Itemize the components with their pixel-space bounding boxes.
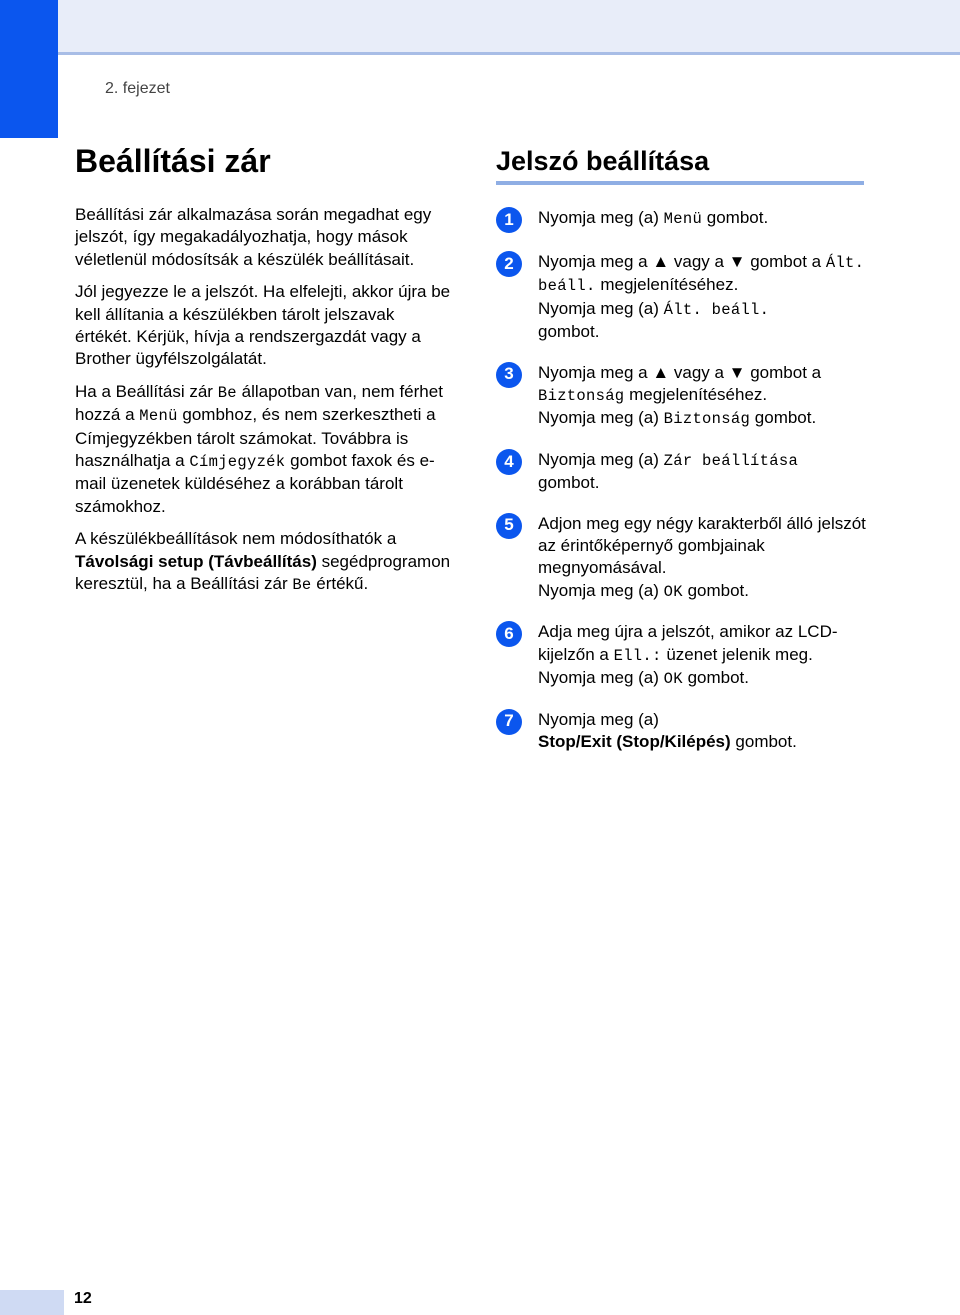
- step-number-badge: 6: [496, 621, 522, 647]
- left-column: [75, 204, 455, 607]
- step-number-badge: 7: [496, 709, 522, 735]
- step-number-badge: 4: [496, 449, 522, 475]
- paragraph-note: Jól jegyezze le a jelszót. Ha elfelejti, akkor újra be kell állítania a készülékben tárolt jelszavak értékét. Kérjük, hívja a rendszergazdát vagy a Brother ügyfélszolgálatát.: [75, 282, 451, 369]
- step-number-badge: 1: [496, 207, 522, 233]
- chapter-tab: [0, 0, 58, 138]
- page-number: 12: [74, 1290, 92, 1307]
- footer-bar: [0, 1290, 64, 1315]
- chapter-label: 2. fejezet: [105, 80, 170, 97]
- step-number-badge: 3: [496, 362, 522, 388]
- step-4: 4 Nyomja meg (a) Zár beállítása gombot.: [496, 449, 876, 495]
- section-title-set-password: Jelszó beállítása: [496, 146, 710, 176]
- paragraph-restrictions: Ha a Beállítási zár Be állapotban van, nem férhet hozzá a Menü gombhoz, és nem szerkesztheti a Címjegyzékben tárolt számokat. Továbbra is használhatja a Címjegyzék gombot faxok és e-mail üzenetek küldéséhez a korábban tárolt számokhoz.: [75, 381, 443, 516]
- paragraph-remote-setup: A készülékbeállítások nem módosíthatók a Távolsági setup (Távbeállítás) segédprogramon keresztül, ha a Beállítási zár Be értékű.: [75, 529, 451, 595]
- step-7: 7 Nyomja meg (a) Stop/Exit (Stop/Kilépés) gombot.: [496, 709, 876, 754]
- steps-list: [496, 207, 876, 771]
- paragraph-intro: Beállítási zár alkalmazása során megadhat egy jelszót, így megakadályozhatja, hogy mások véletlenül módosítsák a készülék beállításait.: [75, 205, 432, 269]
- step-number-badge: 5: [496, 513, 522, 539]
- step-number-badge: 2: [496, 251, 522, 277]
- lcd-text-menu: Menü: [139, 407, 178, 426]
- lcd-text-address-book: Címjegyzék: [189, 453, 286, 472]
- header-bar: [58, 0, 960, 55]
- remote-setup-name: Távolsági setup (Távbeállítás): [75, 551, 317, 571]
- step-1: 1 Nyomja meg (a) Menü gombot.: [496, 207, 876, 233]
- step-3: 3 Nyomja meg a ▲ vagy a ▼ gombot a Biztonság megjelenítéséhez. Nyomja meg (a) Biztonság gombot.: [496, 362, 876, 431]
- step-5: 5 Adjon meg egy négy karakterből álló jelszót az érintőképernyő gombjainak megnyomásával. Nyomja meg (a) OK gombot.: [496, 513, 876, 604]
- lcd-text-on: Be: [292, 576, 312, 595]
- title-underline: [496, 181, 864, 185]
- lcd-text-on: Be: [217, 383, 237, 402]
- step-6: 6 Adja meg újra a jelszót, amikor az LCD-kijelzőn a Ell.: üzenet jelenik meg. Nyomja meg (a) OK gombot.: [496, 621, 876, 690]
- section-title-settings-lock: Beállítási zár: [75, 143, 271, 179]
- step-2: 2 Nyomja meg a ▲ vagy a ▼ gombot a Ált. beáll. megjelenítéséhez. Nyomja meg (a) Ált. beáll. gombot.: [496, 251, 876, 344]
